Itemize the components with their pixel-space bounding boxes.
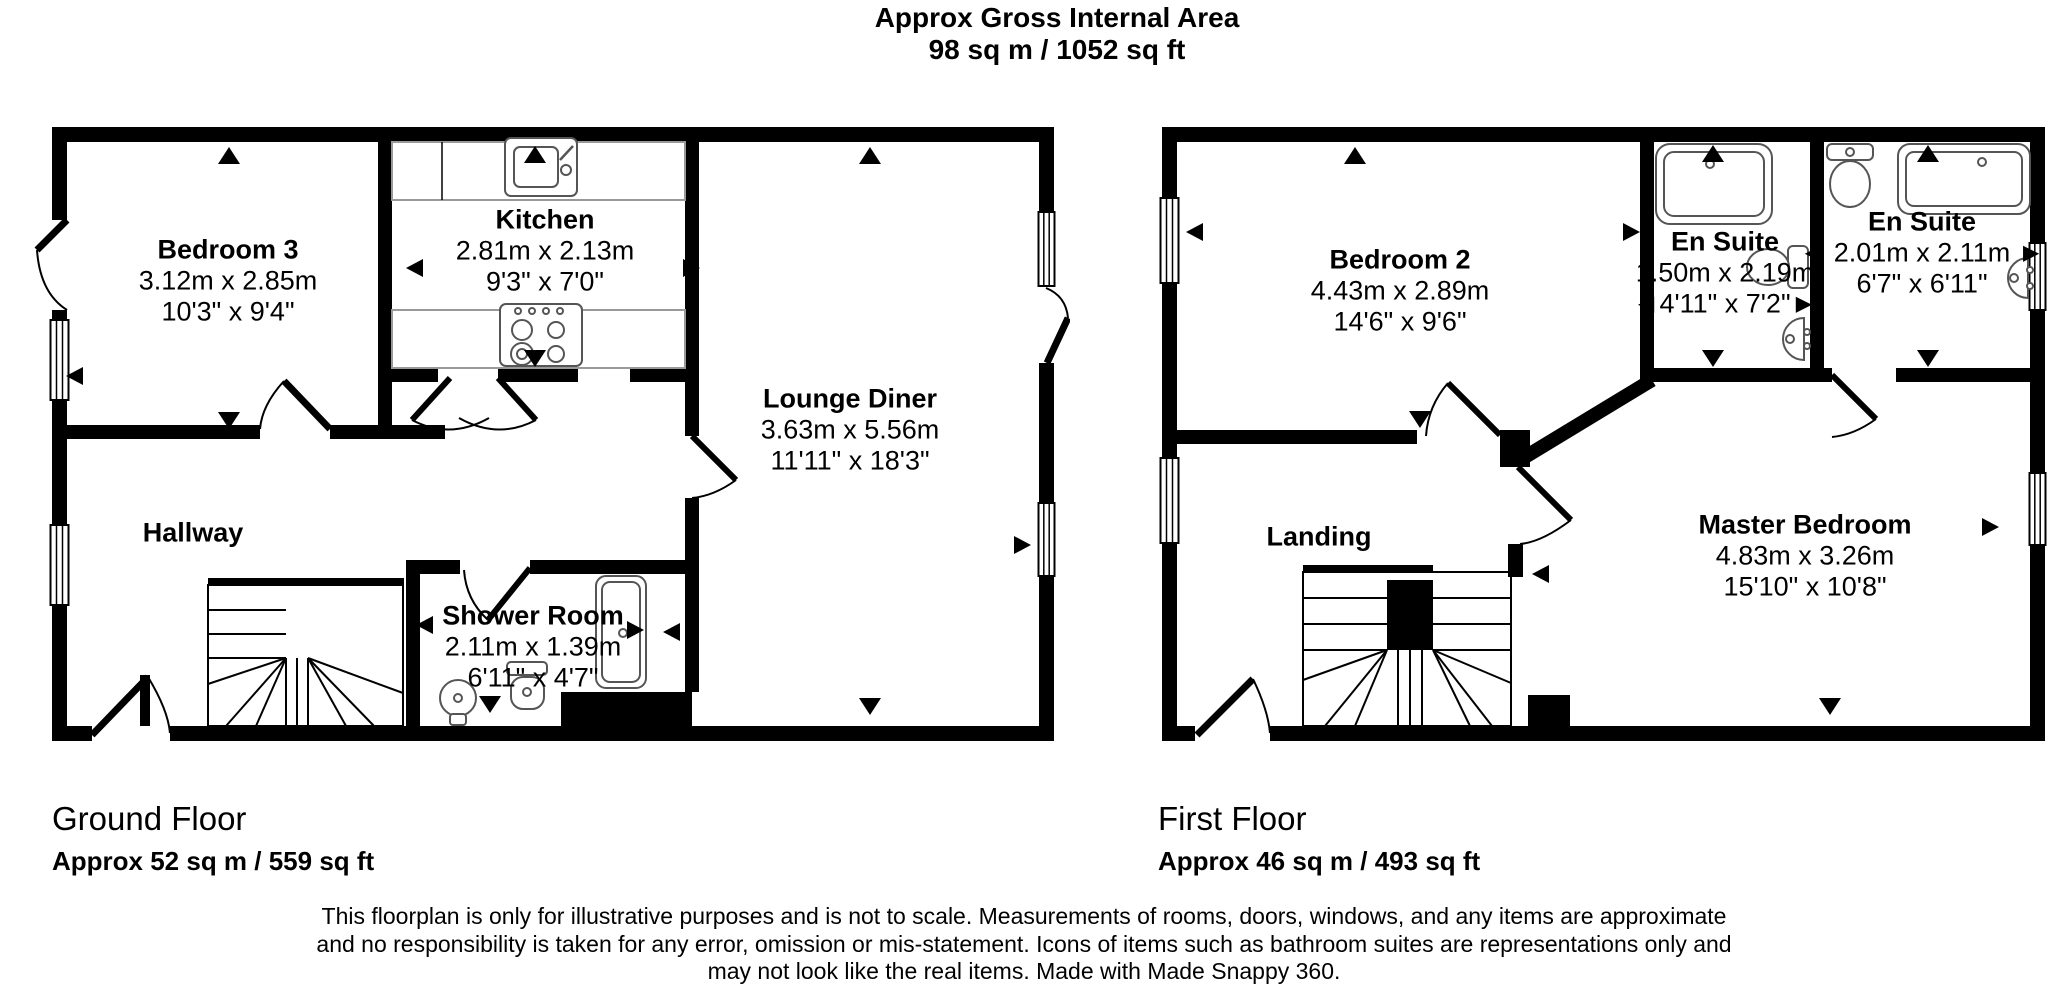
window-master-right [2030, 473, 2046, 545]
measure-arrow-up-icon [218, 147, 240, 164]
window-bedroom3-left [51, 320, 69, 400]
measure-arrow-left-icon [1532, 565, 1549, 583]
measure-arrow-left-icon [1186, 223, 1203, 241]
door-lounge-patio [1046, 288, 1068, 363]
window-lounge-right-upper [1039, 212, 1055, 286]
ground-floor-name: Ground Floor [52, 800, 247, 837]
measure-arrow-right-icon [1014, 536, 1031, 554]
room-label-hallway: Hallway [142, 517, 244, 548]
measure-arrow-down-icon [1819, 698, 1841, 715]
window-landing-left [1161, 458, 1179, 543]
measure-arrow-left-icon [406, 259, 423, 277]
door-front-corner [37, 220, 67, 310]
window-lounge-right-lower [1039, 503, 1055, 576]
first-stairs [1303, 565, 1511, 726]
room-label-lounge-diner: Lounge Diner 3.63m x 5.56m 11'11" x 18'3" [760, 383, 940, 476]
door-hallway-bottom [92, 677, 170, 735]
first-floor-area: Approx 46 sq m / 493 sq ft [1158, 846, 1481, 876]
disclaimer-line-2: and no responsibility is taken for any error, omission or mis-statement. Icons of items such as bathroom suites are representations only and [316, 930, 1732, 957]
disclaimer-line-3: may not look like the real items. Made with Made Snappy 360. [707, 958, 1341, 984]
measure-arrow-left-icon [663, 623, 680, 641]
door-landing-bottom [1197, 679, 1270, 735]
header-subtitle: 98 sq m / 1052 sq ft [928, 34, 1186, 65]
ground-floor-caption [52, 800, 374, 877]
door-bedroom3 [260, 381, 330, 429]
door-lounge-inner [692, 436, 736, 498]
window-bedroom2-left [1161, 198, 1179, 283]
ensuite1-basin-icon [1783, 318, 1810, 360]
ensuite2-bath-icon [1898, 144, 2030, 214]
disclaimer [0, 903, 2048, 985]
measure-arrow-up-icon [859, 147, 881, 164]
measure-arrow-up-icon [1344, 147, 1366, 164]
first-floor-caption [1158, 800, 1480, 877]
door-ensuite2 [1832, 375, 1876, 437]
room-label-kitchen: Kitchen 2.81m x 2.13m 9'3" x 7'0" [455, 204, 635, 297]
measure-arrow-down-icon [859, 698, 881, 715]
disclaimer-line-1: This floorplan is only for illustrative purposes and is not to scale. Measurements of rooms, doors, windows, and any items are approximate [321, 903, 1727, 929]
door-vestibule-right [459, 378, 536, 430]
measure-arrow-right-icon [1982, 518, 1999, 536]
measure-arrow-down-icon [479, 696, 501, 713]
room-label-en-suite-1: En Suite 1.50m x 2.19m ◄4'11" x 7'2"► [1632, 226, 1818, 319]
room-label-bedroom-2: Bedroom 2 4.43m x 2.89m 14'6" x 9'6" [1310, 244, 1490, 337]
room-label-master-bedroom: Master Bedroom 4.83m x 3.26m 15'10" x 10'8" [1698, 509, 1912, 602]
door-vestibule-left [412, 378, 489, 430]
measure-arrow-down-icon [1917, 350, 1939, 367]
room-label-en-suite-2: En Suite ◄ 2.01m x 2.11m ► 6'7" x 6'11" [1799, 206, 2045, 299]
ensuite2-toilet-icon [1827, 144, 1873, 207]
gross-internal-area-header [875, 2, 1240, 66]
room-label-landing: Landing [1266, 521, 1372, 552]
measure-arrow-down-icon [1702, 350, 1724, 367]
first-floor-name: First Floor [1158, 800, 1307, 837]
door-master-bedroom [1518, 467, 1571, 544]
room-label-bedroom-3: Bedroom 3 3.12m x 2.85m 10'3" x 9'4" [138, 234, 318, 327]
ground-floor-area: Approx 52 sq m / 559 sq ft [52, 846, 375, 876]
window-hallway-left [51, 525, 69, 605]
door-bedroom2 [1426, 383, 1500, 436]
header-title: Approx Gross Internal Area [874, 2, 1240, 33]
kitchen-sink-icon [505, 138, 577, 196]
room-label-shower-room: Shower Room 2.11m x 1.39m 6'11" x 4'7" [442, 600, 624, 693]
ground-stairs [208, 578, 404, 726]
